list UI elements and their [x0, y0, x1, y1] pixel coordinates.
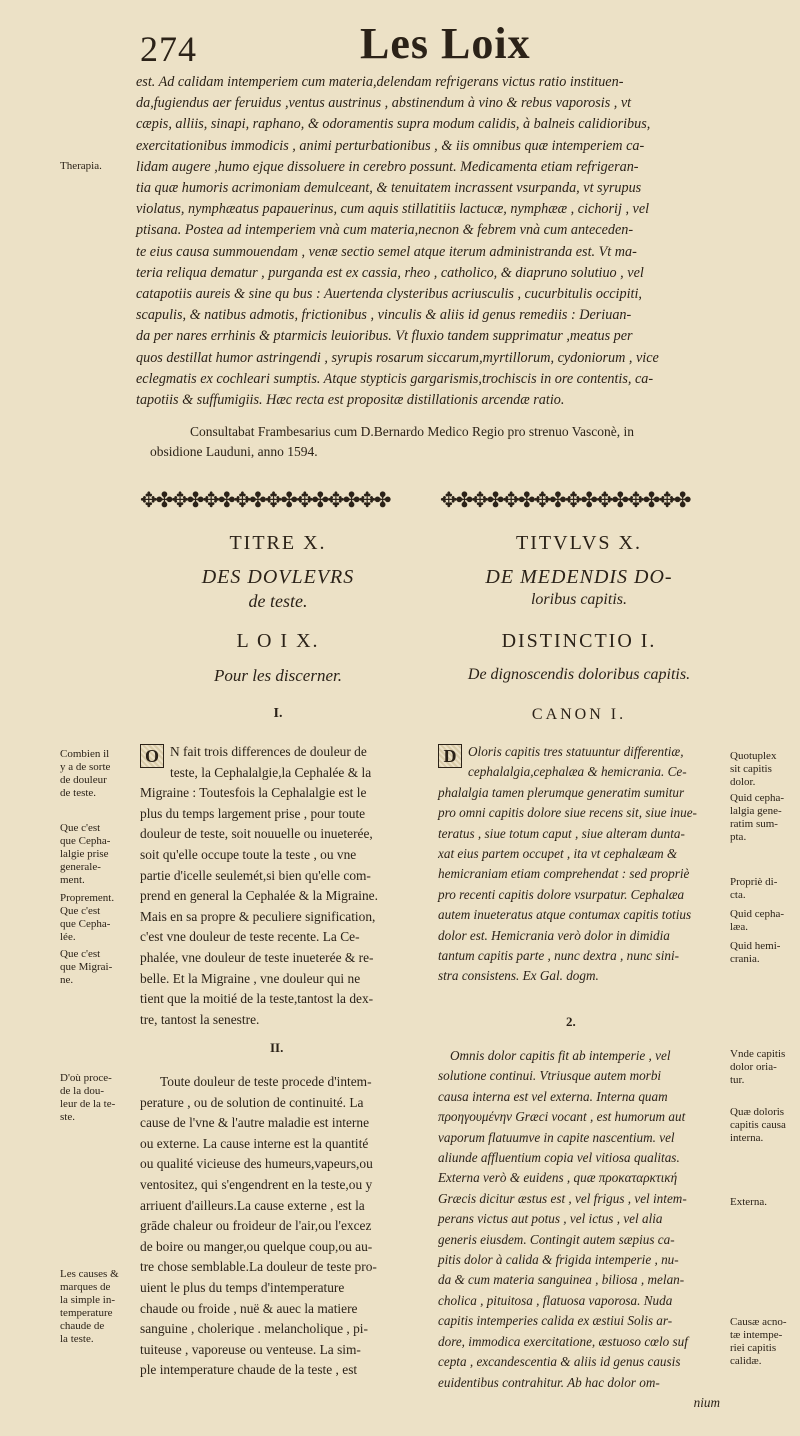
note-line: lée. — [60, 931, 76, 943]
text-line: dolor est. Hemicrania verò dolor in dimidia — [438, 927, 670, 943]
note-line: cta. — [730, 889, 746, 901]
note-line: capitis causa — [730, 1119, 786, 1131]
text-line: vaporum flatuumve in capite nascentium. vel — [438, 1129, 675, 1145]
text-line: cepta , excandescentia & aliis id genus causis — [438, 1354, 681, 1370]
text-line: perature , ou de solution de continuité. La — [140, 1094, 364, 1110]
note-line: Que c'est — [60, 905, 101, 917]
note-line: generale- — [60, 861, 101, 873]
note-line: Proprement. — [60, 892, 115, 904]
section-number: 2. — [566, 1014, 576, 1029]
margin-note — [730, 1196, 796, 1209]
margin-note — [730, 908, 796, 934]
text-line: soit qu'elle occupe toute la teste , ou vne — [140, 846, 357, 862]
text-line: perans victus aut potus , vel ictus , vel alia — [438, 1211, 663, 1227]
text-line: prend en general la Cephalée & la Migraine. — [140, 888, 378, 904]
text-line: tantum capitis parte , nunc dextra , nunc sini- — [438, 948, 680, 964]
ornament-band-left: ✥✤✥✤✥✤✥✤✥✤✥✤✥✤✥✤ — [140, 488, 390, 512]
text-line: tre chose semblable.La douleur de teste pro- — [140, 1259, 377, 1275]
text-line: da,fugiendus aer feruidus ,ventus austrinus , abstinendum à vino & rebus vaporosis , vt — [136, 95, 632, 112]
text-line: cholica , pituitosa , flatuosa vaporosa. Nuda — [438, 1292, 673, 1308]
note-line: læa. — [730, 921, 749, 933]
distinctio-subtitle: De dignoscendis doloribus capitis. — [467, 666, 691, 683]
loi-subtitle: Pour les discerner. — [214, 666, 342, 685]
text-line: uient le plus du temps d'intemperature — [140, 1279, 345, 1295]
note-line: interna. — [730, 1132, 764, 1144]
text-line: phalée, vne douleur de teste inueterée & re- — [140, 949, 374, 965]
page-number: 274 — [140, 29, 197, 69]
text-line: euidentibus contrahitur. Ab hac dolor om- — [438, 1374, 660, 1390]
note-line: Quid cepha- — [730, 792, 785, 804]
text-line: dore, immodica exercitatione, æstuoso cœlo suf — [438, 1333, 688, 1349]
margin-note — [730, 1048, 796, 1087]
text-line: douleur de teste, soit nouuelle ou inueterée, — [140, 826, 373, 842]
margin-note — [730, 1316, 796, 1368]
text-line: teste, la Cephalalgie,la Cephalée & la — [170, 764, 372, 780]
note-line: calidæ. — [730, 1355, 762, 1367]
text-line: de boire ou manger,ou quelque coup,ou au- — [140, 1238, 373, 1254]
text-line: Omnis dolor capitis fit ab intemperie , vel — [450, 1048, 671, 1063]
note-line: dolor. — [730, 776, 756, 788]
text-line: cephalalgia,cephalæa & hemicrania. Ce- — [468, 764, 687, 780]
note-line: tur. — [730, 1074, 745, 1086]
note-line: que Cepha- — [60, 835, 111, 847]
text-line: obsidione Lauduni, anno 1594. — [150, 444, 318, 459]
note-line: la teste. — [60, 1333, 94, 1345]
titre-subtitle-1: DES DOVLEVRS — [201, 566, 355, 588]
text-line: tia quæ humoris acrimoniam demulceant, & tenuitatem incrassent vsurpanda, vt syrupus — [136, 180, 642, 197]
canon-heading: CANON I. — [531, 706, 627, 723]
note-line: crania. — [730, 953, 760, 965]
note-line: Quæ doloris — [730, 1106, 785, 1118]
note-line: ratim sum- — [730, 818, 778, 830]
french-section-1 — [140, 742, 416, 1030]
margin-note — [730, 876, 796, 902]
margin-note — [60, 748, 136, 800]
note-line: Vnde capitis — [730, 1048, 786, 1060]
note-line: Quid cepha- — [730, 908, 785, 920]
margin-note-therapia: Therapia. — [60, 160, 102, 172]
text-line: aliunde affluentium copia vel vitiosa qualitas. — [438, 1150, 680, 1166]
text-line: da per nares errhinis & ptarmicis leuioribus. Vt fluxio tandem supprimatur ,meatus per — [136, 328, 633, 345]
note-line: de douleur — [60, 774, 107, 786]
text-line: stra consistens. Ex Gal. dogm. — [438, 968, 599, 984]
text-line: violatus, nymphæatus papauerinus, cum aquis stillatitiis lactucæ, nymphææ , cichorij , vel — [136, 201, 650, 218]
titulus-subtitle-2: loribus capitis. — [530, 591, 627, 608]
note-line: Que c'est — [60, 948, 101, 960]
note-line: dolor oria- — [730, 1061, 777, 1073]
note-line: sit capitis — [730, 763, 772, 775]
margin-note — [60, 1268, 136, 1346]
text-line: exercitationibus immodicis , animi perturbationibus , & iis omnibus quæ intemperiem ca- — [136, 137, 645, 154]
text-line: hemicraniam etiam comprehendat : sed propriè — [438, 866, 690, 882]
drop-cap: D — [438, 744, 462, 768]
text-line: chaude ou froide , nuë & auec la matiere — [140, 1300, 358, 1316]
text-line: Græcis dicitur æstus est , vel frigus , vel intem- — [438, 1190, 687, 1206]
text-line: tuiteuse , vaporeuse ou venteuse. La sim- — [140, 1341, 361, 1357]
text-line: scapulis, & natibus admotis, frictionibus , vinculis & aliis id genus remediis : Deriuan- — [136, 307, 632, 324]
margin-note — [730, 1106, 796, 1145]
margin-note — [730, 792, 796, 844]
note-line: riei capitis — [730, 1342, 777, 1354]
note-line: Propriè di- — [730, 876, 778, 888]
text-line: c'est vne douleur de teste recente. La Ce- — [140, 929, 360, 945]
note-line: la simple in- — [60, 1294, 115, 1306]
margin-note — [60, 948, 136, 987]
text-line: Oloris capitis tres statuuntur differentiæ, — [468, 744, 684, 759]
text-line: xat eius partem occupet , ita vt cephalæam & — [438, 846, 678, 862]
text-line: solutione continui. Vtriusque autem morbi — [438, 1068, 662, 1084]
text-line: Mais en sa propre & peculiere signification, — [140, 908, 376, 924]
note-line: D'où proce- — [60, 1072, 112, 1084]
note-line: ment. — [60, 874, 85, 886]
titulus-heading: TITVLVS X. — [516, 532, 642, 554]
text-line: προηγουμένην Græci vocant , est humorum aut — [438, 1109, 686, 1125]
note-line: ste. — [60, 1111, 75, 1123]
titre-heading: TITRE X. — [229, 532, 327, 554]
text-line: tient que la moitié de la teste,tantost la dex- — [140, 991, 374, 1007]
text-line: cause de l'vne & l'autre maladie est interne — [140, 1115, 370, 1131]
note-line: tæ intempe- — [730, 1329, 783, 1341]
note-line: lalgia gene- — [730, 805, 782, 817]
text-line: pro recenti capitis dolore vsurpatur. Cephalæa — [438, 886, 685, 902]
text-line: pitis dolor à calida & frigida intemperie , nu- — [438, 1252, 679, 1268]
note-line: que Cepha- — [60, 918, 111, 930]
text-line: teratus , siue totum caput , siue alteram dunta- — [438, 825, 685, 841]
margin-note — [730, 750, 796, 789]
text-line: est. Ad calidam intemperiem cum materia,delendam refrigerans victus ratio instituen- — [136, 74, 624, 90]
note-line: Externa. — [730, 1196, 767, 1208]
note-line: y a de sorte — [60, 761, 111, 773]
text-line: teria reliqua dematur , purganda est ex cassia, rheo , catholico, & diapruno solutiuo , vel — [136, 264, 644, 281]
text-line: causa interna est vel externa. Interna quam — [438, 1088, 668, 1104]
note-line: pta. — [730, 831, 747, 843]
running-title: Les Loix — [360, 19, 531, 68]
margin-note — [60, 822, 136, 887]
consultation-note — [150, 422, 720, 462]
text-line: ventositez, qui s'engendrent en la teste,ou y — [140, 1176, 373, 1192]
section-number: II. — [270, 1040, 284, 1055]
text-line: phalalgia tamen plerumque generatim sumitur — [438, 784, 685, 800]
latin-section-1 — [438, 742, 720, 987]
note-line: Causæ acno- — [730, 1316, 787, 1328]
catchword: nium — [693, 1394, 720, 1410]
text-line: ou qualité vicieuse des humeurs,vapeurs,ou — [140, 1156, 373, 1172]
text-line: da & cum materia sanguinea , biliosa , melan- — [438, 1272, 685, 1288]
text-line: capitis intemperies calida ex æstiui Solis ar- — [438, 1313, 673, 1329]
text-line: arriuent d'ailleurs.La cause externe , est la — [140, 1197, 365, 1213]
text-line: ple intemperature chaude de la teste , est — [140, 1362, 358, 1378]
text-line: partie d'icelle seulemét,si bien qu'elle com- — [140, 867, 371, 883]
titulus-subtitle-1: DE MEDENDIS DO- — [485, 566, 673, 588]
note-line: de la dou- — [60, 1085, 104, 1097]
text-line: pro omni capitis dolore siue recens sit, siue inue- — [438, 805, 697, 821]
note-line: leur de la te- — [60, 1098, 116, 1110]
text-line: generis eiusdem. Contingit autem sæpius ca- — [438, 1231, 675, 1247]
note-line: Combien il — [60, 748, 110, 760]
french-section-2 — [140, 1072, 416, 1381]
distinctio-heading: DISTINCTIO I. — [501, 630, 657, 652]
top-latin-paragraph — [136, 72, 722, 411]
margin-note — [60, 892, 136, 944]
note-line: Quotuplex — [730, 750, 777, 762]
note-line: chaude de — [60, 1320, 105, 1332]
text-line: Externa verò & euidens , quæ προκαταρκτική — [438, 1170, 678, 1186]
note-line: ne. — [60, 974, 74, 986]
margin-note — [60, 1072, 136, 1124]
drop-cap: O — [140, 744, 164, 768]
text-line: tre, tantost la senestre. — [140, 1011, 260, 1027]
text-line: ptisana. Postea ad intemperiem vnà cum materia,necnon & febrem vnà cum anteceden- — [136, 222, 634, 239]
text-line: Consultabat Frambesarius cum D.Bernardo Medico Regio pro strenuo Vasconè, in — [190, 424, 635, 439]
note-line: Que c'est — [60, 822, 101, 834]
text-line: quos destillat humor astringendi , syrupis rosarum siccarum,myrtillorum, cydoniorum , vice — [136, 349, 659, 366]
note-line: Les causes & — [60, 1268, 119, 1280]
ornament-band-right: ✥✤✥✤✥✤✥✤✥✤✥✤✥✤✥✤ — [440, 488, 690, 512]
text-line: tapotiis & suffumigiis. Hæc recta est propositæ distillationis arcendæ ratio. — [136, 392, 565, 409]
text-line: catapotiis aureis & sine qu bus : Auertenda clysteribus acriusculis , cucurbitulis occipiti, — [136, 286, 642, 303]
text-line: N fait trois differences de douleur de — [170, 744, 367, 759]
latin-section-2 — [438, 1046, 720, 1413]
note-line: Quid hemi- — [730, 940, 781, 952]
note-line: que Migrai- — [60, 961, 113, 973]
note-line: temperature — [60, 1307, 113, 1319]
note-line: de teste. — [60, 787, 97, 799]
text-line: plus du temps largement prise , pour toute — [140, 805, 366, 821]
note-line: marques de — [60, 1281, 111, 1293]
text-line: ou externe. La cause interne est la quantité — [140, 1135, 369, 1151]
note-line: lalgie prise — [60, 848, 109, 860]
titre-subtitle-2: de teste. — [248, 591, 308, 611]
margin-note — [730, 940, 796, 966]
text-line: Migraine : Toutesfois la Cephalalgie est le — [140, 785, 367, 801]
section-number: I. — [273, 706, 283, 721]
text-line: sanguine , cholerique . melancholique , pi- — [140, 1321, 368, 1337]
text-line: lidam augere ,humo ejque dissoluere in cerebro possunt. Medicamenta etiam refrigeran- — [136, 158, 639, 175]
loi-heading: L O I X. — [236, 630, 320, 652]
text-line: autem inueteratus atque contumax capitis totius — [438, 907, 692, 923]
text-line: te eius causa summouendam , venæ sectio semel atque iterum administranda est. Vt ma- — [136, 243, 637, 260]
text-line: eclegmatis ex cochleari sumptis. Atque stypticis gargarismis,trochiscis in ore contentis, ca- — [136, 370, 654, 387]
text-line: Toute douleur de teste procede d'intem- — [160, 1074, 372, 1089]
text-line: cæpis, alliis, sinapi, raphano, & odoramentis supra modum calidis, à balneis calidioribus, — [136, 116, 651, 133]
text-line: grāde chaleur ou froideur de l'air,ou l'excez — [140, 1218, 372, 1234]
text-line: belle. Et la Migraine , vne douleur qui ne — [140, 970, 361, 986]
